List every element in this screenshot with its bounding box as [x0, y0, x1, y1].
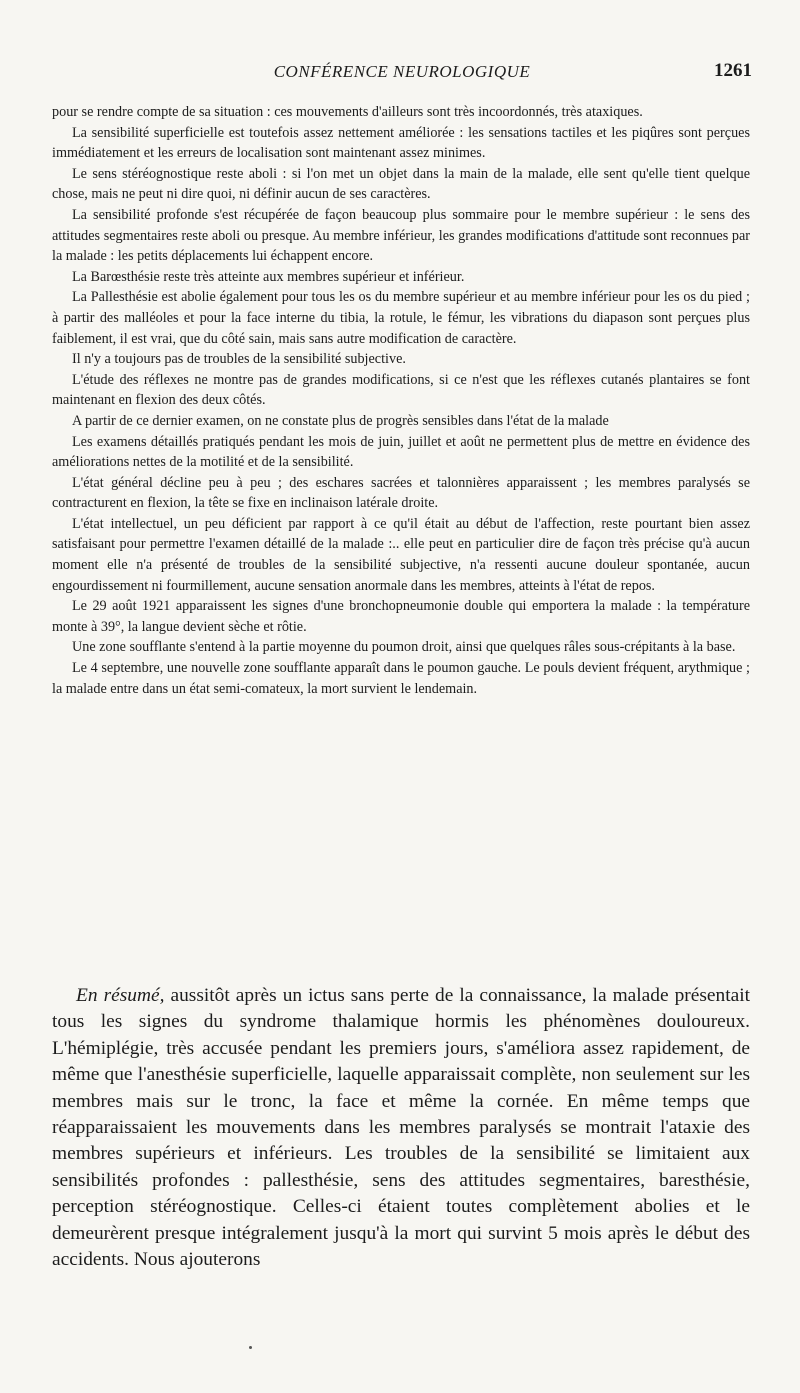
paragraph-death: Le 4 septembre, une nouvelle zone soufflante apparaît dans le poumon gauche. Le pouls devient fréquent, arythmique ; la malade entre dans un état semi-comateux, la mort survient le lendemain. — [52, 660, 750, 697]
paragraph-continuation: pour se rendre compte de sa situation : ces mouvements d'ailleurs sont très incoordonnés, très ataxiques. — [52, 104, 643, 120]
paragraph-deep-sensibility: La sensibilité profonde s'est récupérée de façon beaucoup plus sommaire pour le membre supérieur : le sens des attitudes segmentaires reste aboli ou presque. Au membre inférieur, les grandes modifications d'attitude sont reconnues par la malade : les petits déplacements lui échappent encore. — [52, 206, 750, 265]
page-header — [52, 60, 752, 88]
paragraph-pallesthesia: La Pallesthésie est abolie également pour tous les os du membre supérieur et au membre inférieur pour les os du pied ; à partir des malléoles et pour la face interne du tibia, la rotule, le fémur, les vibrations du diapason sont perçues plus faiblement, il est vrai, que du côté sain, mais sans autre modification de caractère. — [52, 289, 750, 347]
paragraph-no-progress: A partir de ce dernier examen, on ne constate plus de progrès sensibles dans l'état de la malade — [72, 412, 609, 429]
paragraph-baresthesia: La Barœsthésie reste très atteinte aux membres supérieur et inférieur. — [72, 268, 465, 285]
summary-lead: En résumé, — [76, 985, 165, 1006]
page-number: 1261 — [714, 60, 752, 81]
summary-body: aussitôt après un ictus sans perte de la connaissance, la malade présentait tous les signes du syndrome thalamique hormis les phénomènes douloureux. L'hémiplégie, très accusée pendant les premiers jours, s'améliora assez rapidement, de même que l'anesthésie superficielle, laquelle apparaissait complète, non seulement sur les membres mais sur le tronc, la face et même la cornée. En même temps que réapparaissaient les mouvements dans les membres paralysés se montrait l'ataxie des membres supérieurs et inférieurs. Les troubles de la sensibilité se limitaient aux sensibilités profondes : pallesthésie, sens des attitudes segmentaires, baresthésie, perception stéréognostique. Celles-ci étaient toutes complètement abolies et le demeurèrent presque intégralement jusqu'à la mort qui survint 5 mois après le début des accidents. Nous ajouterons — [52, 985, 750, 1271]
summary-paragraph — [52, 983, 750, 1273]
print-speck — [249, 1346, 252, 1349]
paragraph-stereognostic-sense: Le sens stéréognostique reste aboli : si l'on met un objet dans la main de la malade, elle sent qu'elle tient quelque chose, mais ne peut ni dire quoi, ni définir aucun de ses caractères. — [52, 165, 750, 203]
paragraph-reflexes: L'étude des réflexes ne montre pas de grandes modifications, si ce n'est que les réflexes cutanés plantaires se font maintenant en flexion des deux côtés. — [52, 371, 750, 409]
paragraph-subjective-sensibility: Il n'y a toujours pas de troubles de la sensibilité subjective. — [72, 351, 406, 368]
paragraph-intellectual-state: L'état intellectuel, un peu déficient par rapport à ce qu'il était au début de l'affection, reste pourtant bien assez satisfaisant pour permettre l'examen détaillé de la malade :.. elle peut en particulier dire de façon très précise qu'à aucun moment elle n'a présenté de troubles de la sensibilité subjective, n'a ressenti aucune douleur spontanée, aucun engourdissement ni fourmillement, aucune sensation anormale dans les membres, atteints à l'état de repos. — [52, 515, 750, 594]
summary-section — [52, 983, 750, 1273]
paragraph-general-state: L'état général décline peu à peu ; des eschares sacrées et talonnières apparaissent ; les membres paralysés se contracturent en flexion, la tête se fixe en inclinaison latérale droite. — [52, 474, 750, 512]
case-report-body — [52, 102, 750, 699]
paragraph-bronchopneumonia: Le 29 août 1921 apparaissent les signes d'une bronchopneumonie double qui emportera la malade : la température monte à 39°, la langue devient sèche et rôtie. — [52, 598, 750, 635]
paragraph-superficial-sensibility: La sensibilité superficielle est toutefois assez nettement améliorée : les sensations tactiles et les piqûres sont perçues immédiatement et les erreurs de localisation sont maintenant assez minimes. — [52, 124, 750, 162]
paragraph-summer-exams: Les examens détaillés pratiqués pendant les mois de juin, juillet et août ne permettent plus de mettre en évidence des améliorations nettes de la motilité et de la sensibilité. — [52, 433, 750, 471]
running-title: CONFÉRENCE NEUROLOGIQUE — [273, 62, 531, 81]
paragraph-right-lung: Une zone soufflante s'entend à la partie moyenne du poumon droit, ainsi que quelques râles sous-crépitants à la base. — [72, 639, 736, 656]
